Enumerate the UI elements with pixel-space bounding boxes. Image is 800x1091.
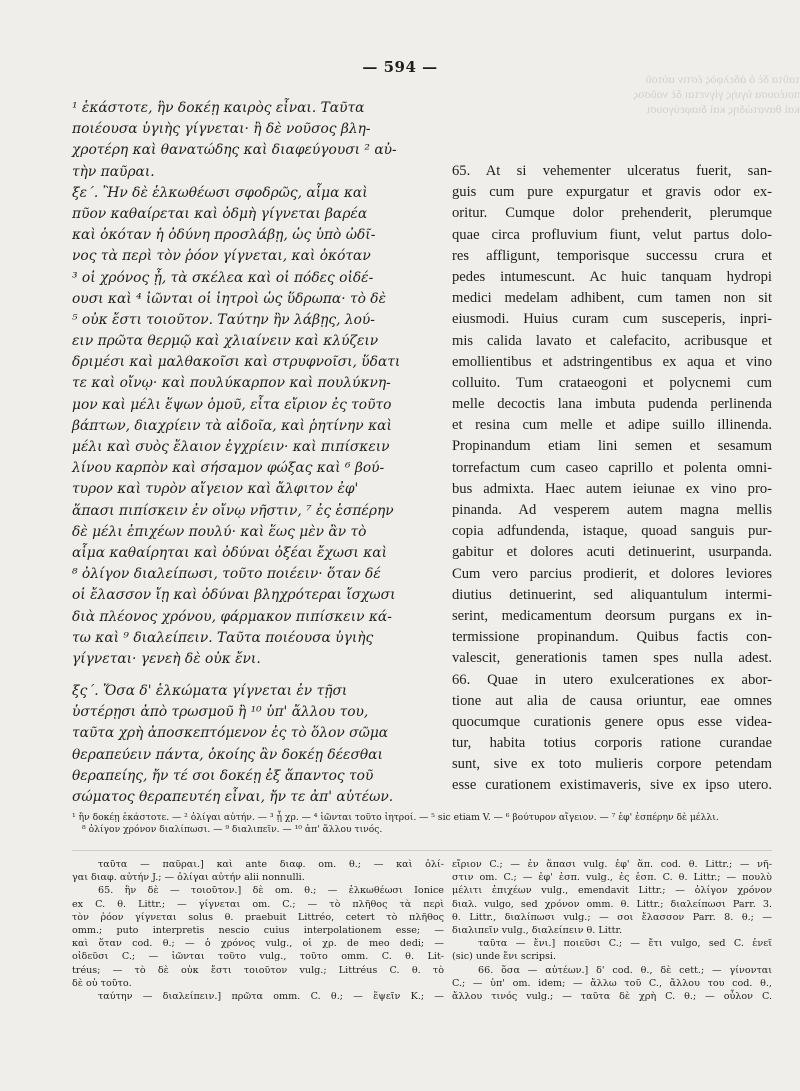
latin-line: Cum vero parcius prodierit, et dolores leviores [452, 565, 772, 582]
apparatus-line: 66. ὅσα — αὐτέων.] δ' cod. θ., δὲ cett.; — γίνονται [478, 964, 772, 976]
greek-line: τυρον καὶ τυρὸν αἴγειον καὶ ἄλφιτον ἐφ' [72, 481, 359, 498]
greek-line: χροτέρη καὶ θανατώδης καὶ διαφεύγουσι ² αὐ- [72, 142, 397, 159]
latin-line: 65. At si vehementer ulceratus fuerit, san- [452, 163, 772, 179]
latin-line: sunt, sive ex toto mulieris corpore petendam [452, 756, 772, 773]
latin-line: medici medelam adhibent, cum tamen non sit [452, 290, 772, 307]
greek-line: δὲ μέλι ἐπιχέων πουλύ· καὶ ἕως μὲν ἂν τὸ [72, 523, 367, 540]
latin-line: pedes intumescunt. Ac huic tanquam hydropi [452, 268, 772, 285]
greek-column [72, 98, 450, 808]
latin-line: pinanda. Ad vesperem autem magna mellis [452, 502, 772, 518]
latin-line: Propinandum etiam lini semen et sesamum [452, 438, 772, 455]
apparatus-line: μέλιτι ἐπιχέων vulg., emendavit Littr.; — ὀλίγον χρόνον [452, 885, 772, 897]
latin-line: diutius detinuerint, sed aliquantulum intermi- [452, 586, 772, 603]
latin-line: tur, habita totius corporis ratione curandae [452, 735, 772, 752]
page-number: — 594 — [362, 58, 438, 76]
greek-line: ταῦτα χρὴ ἀποσκεπτόμενον ἐς τὸ ὅλον σῶμα [72, 725, 389, 742]
latin-line: valescit, generationis tamen spes nulla adest. [452, 650, 772, 667]
latin-line: colluito. Tum crataeogoni et polycnemi cum [452, 374, 772, 391]
latin-line: termissione propinandum. Quibus factis con- [452, 629, 772, 646]
apparatus-line: εἴριον C.; — ἐν ἅπασι vulg. ἐφ' ἅπ. cod. θ. Littr.; — νῆ- [452, 859, 772, 870]
greek-line: ὑστέρῃσι ἀπὸ τρωσμοῦ ἢ ¹⁰ ὑπ' ἄλλου του, [72, 704, 369, 721]
greek-line: τω καὶ ⁹ διαλείπειν. Ταῦτα ποιέουσα ὑγιὴς [72, 629, 374, 646]
greek-line: ἅπασι πιπίσκειν ἐν οἴνῳ νῆστιν, ⁷ ἐς ἑσπέρην [72, 502, 394, 519]
greek-line: ποιέουσα ὑγιὴς γίγνεται· ἢ δὲ νοῦσος βλη- [72, 121, 371, 138]
apparatus-line: ταῦτα — παῦραι.] καὶ ante διαφ. om. θ.; — καὶ ὀλί- [98, 859, 444, 870]
greek-line: θεραπείης, ἤν τέ σοι δοκέῃ ἐξ ἅπαντος τοῦ [72, 767, 374, 784]
latin-line: tione aut alia de causa oriuntur, eae omnes [452, 692, 772, 709]
apparatus-line: 65. ἢν δὲ — τοιοῦτον.] δὲ om. θ.; — ἑλκωθέωσι Ionice [98, 885, 444, 897]
greek-line: οἱ ἔλασσον ἴῃ καὶ ὀδύναι βληχρότεραι ἴσχωσι [72, 587, 396, 604]
latin-column [452, 98, 772, 797]
apparatus-line: διαλιπεῖν vulg., διαλείπειν θ. Littr. [452, 924, 623, 936]
apparatus-line: διαλ. vulgo, sed χρόνον omm. θ. Littr.; διαλείπωσι Parr. 3. [452, 898, 772, 910]
greek-line: βάπτων, διαχρίειν τὰ αἰδοῖα, καὶ ῥητίνην καὶ [72, 417, 392, 434]
greek-line: τε καὶ οἴνῳ· καὶ πουλύκαρπον καὶ πουλύκνη- [72, 375, 391, 392]
greek-line: μέλι καὶ συὸς ἔλαιον ἐγχρίειν· καὶ πιπίσκειν [72, 439, 390, 455]
greek-line: ¹ ἑκάστοτε, ἣν δοκέῃ καιρὸς εἶναι. Ταῦτα [72, 100, 365, 116]
critical-apparatus-right [452, 858, 772, 1003]
greek-line: ουσι καὶ ⁴ ἰῶνται οἱ ἰητροὶ ὡς ὕδρωπα· τὸ δὲ [72, 290, 387, 307]
greek-line: γίγνεται· γενεὴ δὲ οὐκ ἔνι. [72, 650, 261, 667]
footnote-line: ¹ ἢν δοκέῃ ἑκάστοτε. — ² ὀλίγαι αὐτήν. — ³ ᾖ χρ. — ⁴ ἰῶνται τοῦτο ἰητροί. — ⁵ sic etiam V. — ⁶ βούτυρον αἴγειον. — ⁷ ἐφ' ἑσπέρην δὲ μέλλι. [72, 812, 719, 823]
latin-line: guis cum pure expurgatur et gravis odor ex- [452, 184, 772, 201]
latin-section-66-start: 66. Quae in utero exulcerationes ex abor- [452, 671, 772, 688]
apparatus-line: tréus; — τὸ δὲ οὐκ ἔστι τοιοῦτον vulg.; Littréus C. θ. τὸ [72, 964, 444, 976]
greek-line: δριμέσι καὶ μαλθακοῖσι καὶ στρυφνοῖσι, ὕδατι [72, 354, 401, 371]
bleed-through-text: ταῦτα δὲ ὁ ἀδελφὸς ἐστιν αὐτοῦ ποιέουσα ὑγιὴς γίγνεται δὲ νοῦσος καὶ θανατώδης καὶ διαφεύγουσι [633, 72, 800, 116]
greek-line: ειν πρῶτα θερμῷ καὶ χλιαίνειν καὶ κλύζειν [72, 333, 379, 350]
latin-line: emollientibus et adstringentibus ex aqua et vino [452, 353, 772, 370]
critical-apparatus-left [72, 858, 444, 1003]
apparatus-line: (sic) unde ἔνι scripsi. [452, 951, 557, 963]
apparatus-line: ἄλλου τινός vulg.; — ταῦτα δὲ χρὴ C. θ.; — οὖλον C. [452, 990, 772, 1002]
latin-line: quae circa profluvium fiunt, velut partus dolo- [452, 226, 772, 243]
latin-line: quocumque curationis genere opus esse videa- [452, 713, 772, 730]
apparatus-line: στιν om. C.; — ἐφ' ἑσπ. vulg., ἐς ἑσπ. C. θ. Littr.; — πουλὺ [452, 872, 772, 884]
latin-line: oritur. Cumque dolor prehenderit, plerumque [452, 205, 772, 222]
apparatus-line: δὲ οὐ τοῦτο. [72, 977, 132, 989]
greek-line: ⁸ ὀλίγον διαλείπωσι, τοῦτο ποιέειν· ὅταν δέ [72, 566, 381, 583]
apparatus-line: ex C. θ. Littr.; — γίγνεται om. C.; — τὸ πλῆθος τὰ περὶ [72, 898, 444, 910]
section-65-start: ξε΄. Ἢν δὲ ἑλκωθέωσι σφοδρῶς, αἷμα καὶ [72, 184, 368, 201]
apparatus-line: ταύτην — διαλείπειν.] πρῶτα omm. C. θ.; — ἕψεῖν K.; — [98, 990, 444, 1002]
section-66-start: ξς΄. Ὅσα δ' ἑλκώματα γίγνεται ἐν τῇσι [72, 683, 348, 700]
latin-line: res affligunt, temporisque successu crura et [452, 247, 772, 264]
latin-line: mis calida lavato et calefacito, acribusque et [452, 332, 772, 349]
greek-line: ⁵ οὐκ ἔστι τοιοῦτον. Ταύτην ἢν λάβῃς, λού- [72, 311, 375, 328]
apparatus-line: καὶ ὅταν cod. θ.; — ὁ χρόνος vulg., οἱ χρ. de meo dedi; — [72, 938, 444, 950]
greek-line: νος τὰ περὶ τὸν ῥόον γίγνεται, καὶ ὁκόταν [72, 248, 371, 265]
greek-line: καὶ ὁκόταν ἡ ὀδύνη προσλάβῃ, ὡς ὑπὸ ὠδῖ- [72, 227, 376, 244]
latin-line: copia adfundenda, istaque, quoad sanguis pur- [452, 523, 772, 540]
greek-line: ³ οἱ χρόνος ᾖ, τὰ σκέλεα καὶ οἱ πόδες οἰδέ- [72, 269, 374, 286]
greek-line: μον καὶ μέλι ἕψων ὁμοῦ, εἶτα εἴριον ἐς τοῦτο [72, 396, 392, 413]
greek-line: διὰ πλέονος χρόνου, φάρμακον πιπίσκειν κά- [72, 608, 392, 625]
latin-line: torrefactum cum caseo caprillo et polenta omni- [452, 459, 772, 476]
latin-line: eiusmodi. Huius curam cum susceperis, inpri- [452, 311, 772, 328]
latin-line: gabitur et dolores acuti detinuerint, usurpanda. [452, 544, 772, 561]
apparatus-line: omm.; puto interpretis nescio cuius interpolationem esse; — [72, 924, 444, 936]
latin-line: et resina cum melle et adipe suillo illinenda. [452, 417, 772, 434]
greek-line: τὴν παῦραι. [72, 163, 155, 180]
divider [72, 850, 772, 851]
apparatus-line: γαι διαφ. αὐτήν J.; — ὀλίγαι αὐτήν alii nonnulli. [72, 872, 305, 884]
greek-line: σώματος θεραπευτέη εἶναι, ἤν τε ἀπ' αὐτέων. [72, 789, 394, 805]
apparatus-line: C.; — ὑπ' om. idem; — ἄλλω τοῦ C., ἄλλου του cod. θ., [452, 977, 772, 989]
apparatus-line: ταῦτα — ἔνι.] ποιεῦσι C.; — ἔτι vulgo, sed C. ἐνεῖ [478, 938, 772, 950]
latin-line: serint, medicamentum deorsum purgans ex in- [452, 607, 772, 624]
greek-line: πῦον καθαίρεται καὶ ὀδμὴ γίγνεται βαρέα [72, 205, 368, 222]
greek-line: θεραπεύειν πάντα, ὁκοίης ἂν δοκέῃ δέεσθαι [72, 746, 383, 763]
greek-line: αἷμα καθαίρηται καὶ ὀδύναι ὀξέαι ἔχωσι καὶ [72, 544, 387, 561]
latin-line: esse curationem existimaveris, sive ex ipso utero. [452, 777, 772, 794]
greek-line: λίνου καρπὸν καὶ σήσαμον φώξας καὶ ⁶ βού- [72, 460, 385, 477]
apparatus-line: τὸν ῥόον γίγνεται solus θ. praebuit Littréo, cetert τὸ πλῆθος [72, 911, 444, 923]
footnote-line: ⁸ ὀλίγον χρόνον διαλίπωσι. — ⁹ διαλιπεῖν. — ¹⁰ ἀπ' ἄλλου τινός. [82, 824, 383, 835]
footnotes [72, 812, 772, 836]
apparatus-line: οἰδεῦσι C.; — ἰῶνται τοῦτο vulg., τοῦτο omm. C. θ. Lit- [72, 951, 444, 963]
apparatus-line: θ. Littr., διαλίπωσι vulg.; — σοι ἔλασσον Parr. 8. θ.; — [452, 911, 772, 923]
latin-line: bus admixta. Haec autem ieiunae ex vino pro- [452, 480, 772, 497]
latin-line: melle decoctis lana imbuta pudenda perlinenda [452, 396, 772, 413]
